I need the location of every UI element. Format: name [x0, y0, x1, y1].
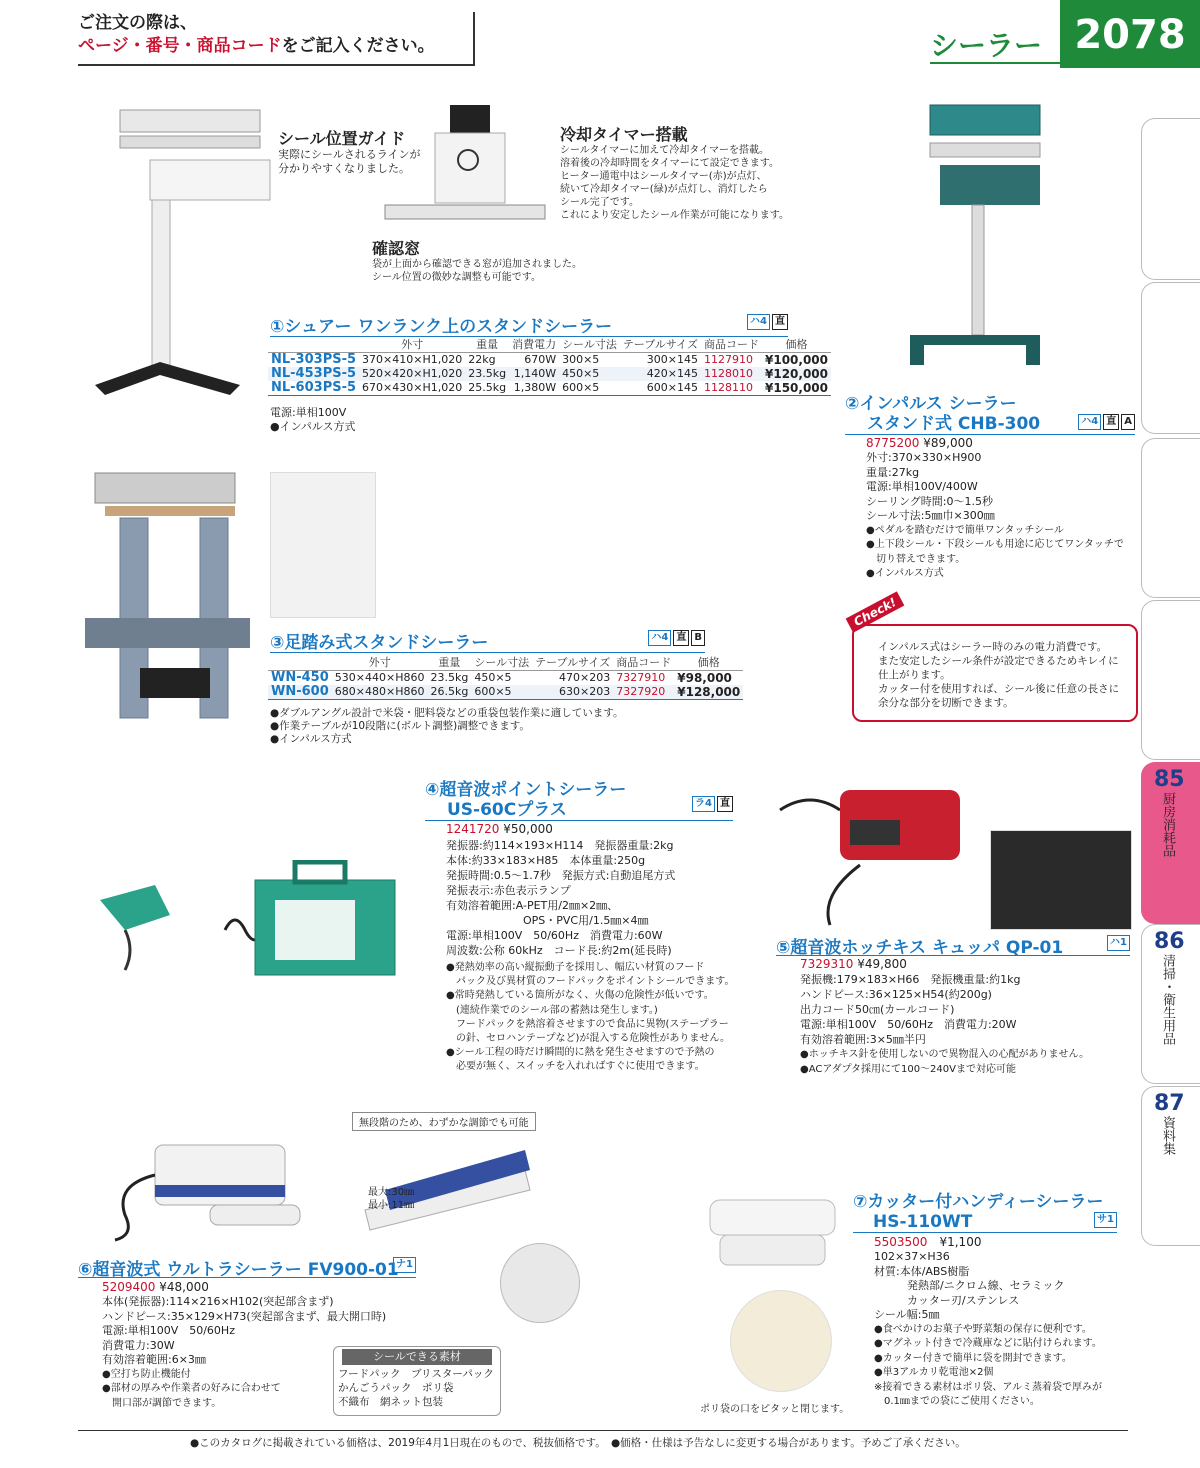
- check-line: カッター付を使用すれば、シール後に任意の長さに: [878, 683, 1120, 695]
- spec-line: シール幅:5㎜: [874, 1308, 940, 1321]
- handpiece-closeup-photo: [500, 1243, 580, 1323]
- product-5-title-bar: [776, 933, 1130, 956]
- col-weight: 重量: [476, 338, 499, 351]
- min-label: 最小:11㎜: [368, 1200, 415, 1211]
- rank-badge: B: [691, 630, 705, 646]
- ultra-sealer-image: [95, 1115, 315, 1245]
- col-code: 商品コード: [704, 338, 759, 351]
- spec-line: 発振時間:0.5～1.7秒 発振方式:自動追尾方式: [446, 869, 676, 882]
- spec-line: 切り替えできます。: [866, 553, 966, 565]
- dimensions: 520×420×H1,020: [362, 367, 463, 380]
- delivery-badge: ハ4: [1078, 414, 1101, 430]
- spec-line: ●食べかけのお菓子や野菜類の保存に便利です。: [874, 1323, 1092, 1335]
- window-text-line: シール位置の微妙な調整も可能です。: [372, 272, 541, 283]
- weight: 26.5kg: [430, 685, 469, 698]
- product-4-title-1: ④超音波ポイントシーラー: [425, 780, 627, 800]
- power: 1,140W: [513, 367, 557, 380]
- order-note-emphasis: ページ・番号・商品コード: [78, 36, 282, 56]
- order-note-rest: をご記入ください。: [281, 36, 435, 56]
- col-table-size: テーブルサイズ: [622, 338, 698, 351]
- timer-callout-title: 冷却タイマー搭載: [560, 125, 688, 144]
- weight: 23.5kg: [430, 671, 469, 684]
- spec-line: ●ACアダプタ採用にて100～240Vまで対応可能: [800, 1064, 1016, 1075]
- product-4-title-2: US-60Cプラス: [425, 800, 733, 821]
- bullet-line: ●常時発熱している箇所がなく、火傷の危険性が低いです。: [446, 990, 714, 1002]
- delivery-badge: ハ4: [747, 314, 770, 330]
- bullet-line: (連続作業でのシール部の蓄熱は発生します。): [446, 1004, 658, 1016]
- product-2-title-1: ②インパルス シーラー: [845, 394, 1017, 414]
- spec-line: 102×37×H36: [874, 1250, 950, 1263]
- spec-line: ●上下段シール・下段シールも用途に応じてワンタッチで: [866, 539, 1124, 550]
- product-code: 1128010: [704, 367, 753, 380]
- guide-callout-title: シール位置ガイド: [278, 129, 406, 148]
- adjust-callout: 無段階のため、わずかな調節でも可能: [352, 1112, 536, 1131]
- seal-size: 450×5: [562, 367, 600, 380]
- price: ¥1,100: [939, 1235, 982, 1249]
- product-1-spec-table: [268, 338, 831, 396]
- product-2-title-2: スタンド式 CHB-300: [845, 414, 1135, 435]
- spec-line: 電源:単相100V 50/60Hz 消費電力:20W: [800, 1018, 1017, 1031]
- power: 1,380W: [513, 381, 557, 394]
- side-tab-number: 85: [1154, 767, 1185, 792]
- guide-callout-text-2: 分かりやすくなりました。: [278, 162, 410, 175]
- window-callout-text: [372, 258, 582, 284]
- col-weight: 重量: [438, 656, 461, 669]
- col-dimensions: 外寸: [368, 656, 391, 669]
- delivery-badge: ハ4: [648, 630, 671, 646]
- material-line: かんごうパック ポリ袋: [338, 1382, 454, 1394]
- product-code: 5209400: [102, 1280, 156, 1294]
- rank-badge: A: [1121, 414, 1135, 430]
- dimensions: 370×410×H1,020: [362, 353, 463, 366]
- price: ¥48,000: [159, 1280, 209, 1294]
- delivery-badge: ハ1: [1107, 935, 1130, 951]
- check-text: [878, 640, 1119, 710]
- product-2-specs: [866, 451, 1124, 582]
- price: ¥50,000: [503, 822, 553, 836]
- direct-ship-badge: 直: [717, 796, 733, 812]
- stapler-handpiece-photo: [990, 830, 1132, 930]
- material-line: フードパック ブリスターパック: [338, 1368, 494, 1380]
- side-tab-number: 87: [1154, 1091, 1185, 1116]
- product-code: 7327920: [616, 685, 666, 698]
- product-code: 7329310: [800, 957, 854, 971]
- spec-line: 発振表示:赤色表示ランプ: [446, 884, 571, 897]
- weight: 25.5kg: [468, 381, 507, 394]
- col-power: 消費電力: [512, 338, 557, 351]
- price: ¥98,000: [677, 671, 732, 685]
- model-name: WN-450: [271, 670, 329, 685]
- delivery-badge: サ1: [1094, 1212, 1117, 1228]
- order-note: [78, 12, 475, 66]
- col-dimensions: 外寸: [401, 338, 424, 351]
- product-2-code-price: [866, 436, 973, 450]
- dimensions: 670×430×H1,020: [362, 381, 463, 394]
- table-size: 420×145: [646, 367, 698, 380]
- timer-text-line: ヒーター通電中はシールタイマー(赤)が点灯、: [560, 171, 767, 182]
- product-7-title-1: ⑦カッター付ハンディーシーラー: [853, 1192, 1104, 1212]
- product-4-specs: [446, 838, 675, 958]
- max-label: 最大:30㎜: [368, 1187, 415, 1198]
- seal-size: 450×5: [474, 671, 512, 684]
- product-5-code-price: [800, 957, 907, 971]
- bullet-line: ●作業テーブルが10段階に(ボルト調整)調整できます。: [270, 720, 530, 732]
- timer-text-line: シール完了です。: [560, 197, 639, 208]
- delivery-badge: ラ4: [692, 796, 715, 812]
- spec-line: ※接着できる素材はポリ袋、アルミ蒸着袋で厚みが: [874, 1381, 1102, 1393]
- delivery-badge: ナ1: [393, 1257, 416, 1273]
- sealer-closeup-image: [380, 100, 550, 230]
- bullet-line: ●シール工程の時だけ瞬間的に熱を発生させますので予熱の: [446, 1047, 715, 1059]
- product-code: 1241720: [446, 822, 500, 836]
- spec-line: ●空打ち防止機能付: [102, 1368, 191, 1380]
- footer-note-price: ●このカタログに掲載されている価格は、2019年4月1日現在のもので、税抜価格です。: [190, 1437, 601, 1449]
- footer-notes: [190, 1435, 966, 1450]
- table-row: [268, 381, 831, 396]
- spec-line: 発振器:約114×193×H114 発振器重量:2kg: [446, 839, 674, 852]
- product-code: 7327910: [616, 671, 666, 684]
- bullet-line: パック及び異材質のフードパックをポイントシールできます。: [446, 976, 735, 988]
- bag-usage-photo: [730, 1290, 832, 1392]
- direct-ship-badge: 直: [1103, 414, 1119, 430]
- col-seal: シール寸法: [562, 338, 617, 351]
- seal-size: 300×5: [562, 353, 600, 366]
- table-size: 630×203: [559, 685, 611, 698]
- product-6-title: ⑥超音波式 ウルトラシーラー FV900-01: [78, 1260, 399, 1280]
- spec-line: ●部材の厚みや作業者の好みに合わせて: [102, 1383, 281, 1394]
- weight: 22kg: [468, 353, 496, 366]
- category-title: シーラー: [930, 29, 1043, 62]
- bullet-line: ●ダブルアングル設計で米袋・肥料袋などの重袋包装作業に適しています。: [270, 707, 624, 719]
- price: ¥150,000: [765, 381, 829, 395]
- product-2-title-bar: [845, 394, 1135, 435]
- spec-line: ●ホッチキス針を使用しないので異物混入の心配がありません。: [800, 1049, 1090, 1060]
- model-name: WN-600: [271, 684, 329, 699]
- window-callout-title: 確認窓: [372, 239, 421, 258]
- product-1-title: ①シュアー ワンランク上のスタンドシーラー: [270, 317, 613, 337]
- product-7-title-bar: [853, 1192, 1117, 1233]
- table-size: 300×145: [646, 353, 698, 366]
- material-line: 不織布 網ネット包装: [338, 1396, 443, 1408]
- product-4-code-price: [446, 822, 553, 836]
- product-7-code-price: [874, 1235, 981, 1249]
- spec-line: 0.1㎜までの袋にご使用ください。: [874, 1396, 1040, 1407]
- spec-line: ●カッター付きで簡単に袋を開封できます。: [874, 1352, 1072, 1364]
- product-code: 1128110: [704, 381, 753, 394]
- product-7-title-2: HS-110WT: [853, 1212, 1117, 1233]
- product-1-note: 電源:単相100V: [270, 406, 347, 419]
- col-code: 商品コード: [616, 656, 672, 669]
- spec-line: 周波数:公称 60kHz コード長:約2m(延長時): [446, 944, 672, 957]
- spec-line: 発振機:179×183×H66 発振機重量:約1kg: [800, 973, 1021, 986]
- table-size: 600×145: [646, 381, 698, 394]
- timer-text-line: これにより安定したシール作業が可能になります。: [560, 210, 789, 221]
- foot-pedal-sealer-image: [80, 468, 255, 748]
- side-tab-87[interactable]: [1141, 1086, 1200, 1246]
- category-underline: [930, 62, 1060, 64]
- spec-line: 開口部が調節できます。: [102, 1397, 222, 1409]
- spec-line: 外寸:370×330×H900: [866, 451, 982, 464]
- materials-title: シールできる素材: [342, 1349, 492, 1365]
- model-name: NL-303PS-5: [271, 352, 357, 367]
- spec-line: シール寸法:5㎜巾×300㎜: [866, 509, 995, 522]
- spec-line: 有効溶着範囲:3×5㎜半円: [800, 1033, 926, 1046]
- spec-line: 有効溶着範囲:6×3㎜: [102, 1353, 206, 1366]
- spec-line: ●インパルス方式: [866, 568, 944, 579]
- table-header-row: [268, 338, 831, 353]
- product-code: 5503500: [874, 1235, 928, 1249]
- side-tab-label: 資料集: [1160, 1116, 1175, 1155]
- price: ¥49,800: [857, 957, 907, 971]
- spec-line: 有効溶着範囲:A-PET用/2㎜×2㎜、: [446, 899, 619, 912]
- bullet-line: フードパックを熱溶着させますので食品に異物(ステープラー: [446, 1018, 729, 1030]
- spec-line: ●単3アルカリ乾電池×2個: [874, 1367, 994, 1378]
- bullet-line: 必要が無く、スイッチを入れればすぐに使用できます。: [446, 1061, 705, 1073]
- order-note-line1: ご注文の際は、: [78, 13, 197, 33]
- product-4-bullets: [446, 961, 735, 1075]
- spec-line: 電源:単相100V 50/60Hz: [102, 1324, 235, 1337]
- handy-sealer-image: [700, 1180, 850, 1280]
- col-price: 価格: [785, 338, 808, 351]
- product-code: 1127910: [704, 353, 753, 366]
- power: 670W: [524, 353, 557, 366]
- spec-line: 消費電力:30W: [102, 1338, 175, 1352]
- table-row: [268, 353, 831, 368]
- seal-size: 600×5: [474, 685, 512, 698]
- spec-line: 材質:本体/ABS樹脂: [874, 1264, 970, 1278]
- timer-text-line: 続いて冷却タイマー(緑)が点灯し、消灯したら: [560, 184, 768, 195]
- stand-sealer-image: [90, 100, 280, 400]
- side-tab-label: 厨房消耗品: [1160, 792, 1175, 857]
- price: ¥120,000: [765, 367, 829, 381]
- dimensions: 680×480×H860: [334, 685, 425, 698]
- footer-note-change: ●価格・仕様は予告なしに変更する場合があります。予めご了承ください。: [610, 1437, 966, 1449]
- product-7-specs: [874, 1250, 1102, 1410]
- timer-callout-text: [560, 144, 789, 222]
- product-3-spec-table: [268, 656, 743, 700]
- col-price: 価格: [697, 656, 720, 669]
- product-6-code-price: [102, 1280, 209, 1294]
- spec-line: ハンドピース:36×125×H54(約200g): [800, 988, 992, 1001]
- seal-size: 600×5: [562, 381, 600, 394]
- ultrasonic-point-sealer-image: [95, 860, 415, 1000]
- table-size: 470×203: [559, 671, 611, 684]
- price: ¥100,000: [765, 353, 829, 367]
- dimensions: 530×440×H860: [334, 671, 425, 684]
- side-tab-blank-1[interactable]: [1141, 118, 1200, 280]
- direct-ship-badge: 直: [673, 630, 689, 646]
- spec-line: ●マグネット付きで冷蔵庫などに貼付けられます。: [874, 1338, 1102, 1349]
- check-line: 仕上がります。: [878, 669, 951, 681]
- price: ¥89,000: [923, 436, 973, 450]
- bullet-line: ●インパルス方式: [270, 733, 352, 745]
- spec-line: 電源:単相100V 50/60Hz 消費電力:60W: [446, 929, 663, 942]
- check-line: 余分な部分を切断できます。: [878, 697, 1014, 709]
- model-name: NL-603PS-5: [271, 380, 357, 395]
- product-4-title-bar: [425, 780, 733, 821]
- spec-line: 本体:約33×183×H85 本体重量:250g: [446, 854, 646, 867]
- product-1-title-bar: [270, 312, 788, 337]
- spec-line: カッター刃/ステンレス: [874, 1293, 1020, 1307]
- bullet-line: ●発熱効率の高い縦振動子を採用し、幅広い材質のフード: [446, 962, 705, 973]
- check-line: インパルス式はシーラー時のみの電力消費です。: [878, 641, 1108, 653]
- footer-rule: [78, 1430, 1128, 1431]
- side-tab-blank-3[interactable]: [1141, 438, 1200, 598]
- photo-caption: ポリ袋の口をピタッと閉じます。: [700, 1404, 850, 1415]
- spec-line: シーリング時間:0～1.5秒: [866, 494, 993, 508]
- spec-line: 本体(発振器):114×216×H102(突起部含まず): [102, 1295, 334, 1308]
- bullet-line: の針、セロハンテープなど)が混入する危険性がありません。: [446, 1033, 731, 1045]
- product-3-title-bar: [270, 628, 705, 653]
- side-tab-85[interactable]: [1141, 762, 1200, 924]
- product-3-title: ③足踏み式スタンドシーラー: [270, 633, 489, 653]
- check-line: また安定したシール条件が設定できるためキレイに: [878, 655, 1119, 667]
- spec-line: 出力コード50㎝(カールコード): [800, 1003, 955, 1016]
- materials-box: [333, 1346, 501, 1416]
- spec-line: OPS・PVC用/1.5㎜×4㎜: [446, 914, 649, 927]
- side-tab-blank-2[interactable]: [1141, 282, 1200, 434]
- page-number: 2078: [1060, 0, 1200, 68]
- spec-line: ハンドピース:35×129×H73(突起部含まず、最大開口時): [102, 1309, 387, 1323]
- check-label: Check!: [846, 591, 905, 632]
- side-tab-number: 86: [1154, 929, 1185, 954]
- table-row: [268, 671, 743, 686]
- spec-line: 発熱部/ニクロム線、セラミック: [874, 1279, 1065, 1292]
- window-text-line: 袋が上面から確認できる窓が追加されました。: [372, 259, 582, 270]
- spec-line: 電源:単相100V/400W: [866, 480, 978, 493]
- product-1-note: ●インパルス方式: [270, 420, 356, 433]
- product-6-title-bar: [78, 1255, 416, 1278]
- timer-text-line: シールタイマーに加えて冷却タイマーを搭載。: [560, 145, 769, 156]
- product-5-title: ⑤超音波ホッチキス キュッパ QP-01: [776, 938, 1064, 958]
- product-3-bullets: [270, 707, 623, 746]
- price: ¥128,000: [677, 685, 741, 699]
- table-header-row: [268, 656, 743, 671]
- impulse-stand-sealer-image: [900, 95, 1060, 375]
- side-tab-label: 清掃・衛生用品: [1160, 954, 1175, 1045]
- table-row: [268, 685, 743, 700]
- direct-ship-badge: 直: [772, 314, 788, 330]
- model-name: NL-453PS-5: [271, 366, 357, 381]
- table-row: [268, 367, 831, 381]
- side-tab-86[interactable]: [1141, 924, 1200, 1084]
- side-tab-blank-4[interactable]: [1141, 600, 1200, 760]
- product-code: 8775200: [866, 436, 920, 450]
- spec-line: ●ペダルを踏むだけで簡単ワンタッチシール: [866, 524, 1064, 536]
- weight: 23.5kg: [468, 367, 507, 380]
- ultrasonic-stapler-image: [770, 770, 980, 930]
- foot-sealer-usage-photo: [270, 472, 376, 618]
- spec-line: 重量:27kg: [866, 465, 920, 479]
- guide-callout-text-1: 実際にシールされるラインが: [278, 148, 421, 161]
- col-table-size: テーブルサイズ: [535, 656, 611, 669]
- product-5-specs: [800, 972, 1089, 1077]
- col-seal: シール寸法: [474, 656, 530, 669]
- timer-text-line: 溶着後の冷却時間をタイマーにて設定できます。: [560, 158, 779, 169]
